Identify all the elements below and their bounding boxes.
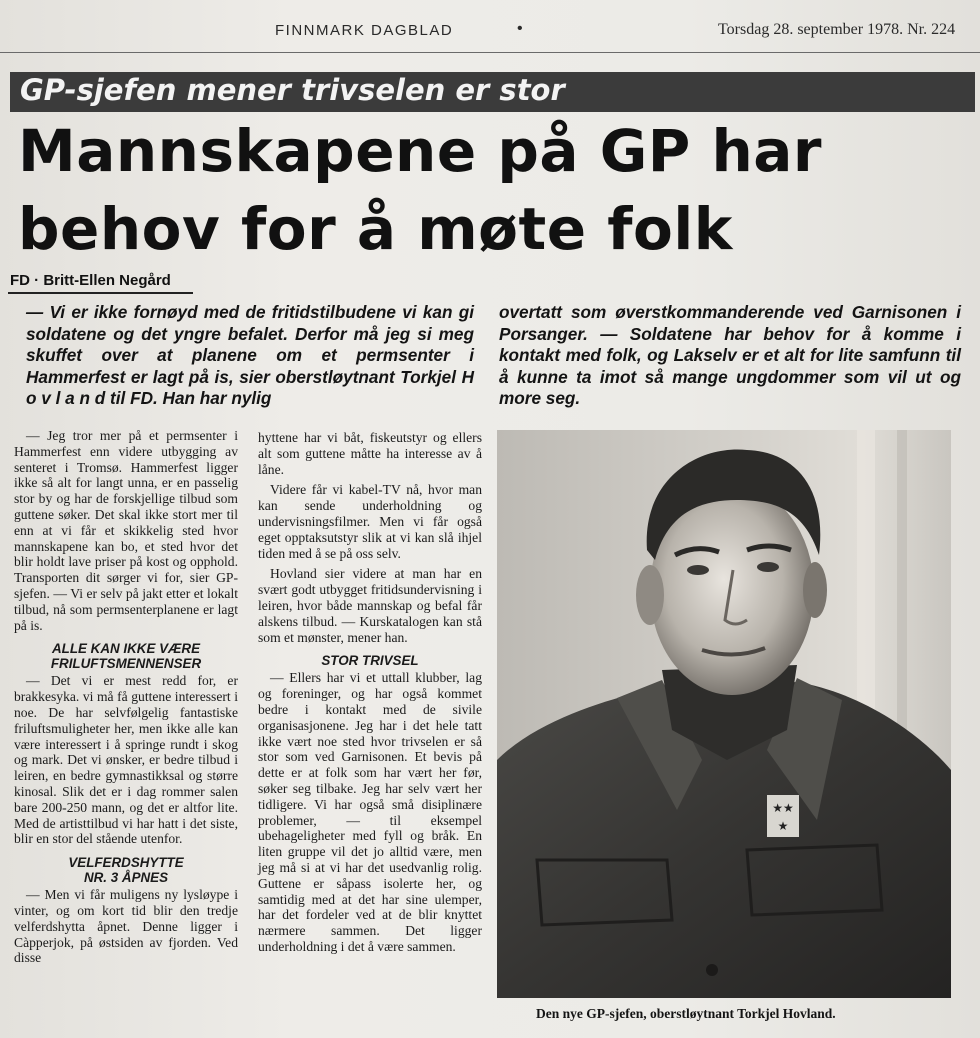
lead-paragraph-right: overtatt som øverstkommanderende ved Garnisonen i Porsanger. — Soldatene har behov for å komme i kontakt med folk, og Lakselv er et alt for lite samfunn til å kunne ta imot så mange ungdommer som vil ut og more seg. <box>499 302 961 409</box>
headline <box>18 112 978 268</box>
body-paragraph: — Men vi får muligens ny lysløype i vinter, og om kort tid blir den tredje velferdshytta åpnet. Denne ligger i Càpperjok, på østsiden av fjorden. Ved disse <box>14 887 238 966</box>
body-paragraph: — Det vi er mest redd for, er brakkesyka. vi må få guttene interessert i noe. De har selvfølgelig fantastiske friluftsmuligheter her, men ikke alle kan være interessert i å springe rundt i skog og mark. Det vi ønsker, er bedre tilbud i leiren, en bedre gymnastikksal og større kinosal. Slik det er i dag rommer salen bare 200-250 mann, og det er altfor lite. Med de artisttilbud vi har hatt i det siste, blir en stor del stående utenfor. <box>14 673 238 847</box>
subheading: STOR TRIVSEL <box>321 653 419 669</box>
newspaper-name: FINNMARK DAGBLAD <box>275 22 454 39</box>
body-paragraph: — Ellers har vi et uttall klubber, lag og foreninger, og har også kommet bedre i kontakt med de sivile organisasjonene. Jeg har i det hele tatt ikke vært noe sted hvor trivselen er så stor som ved Garnisonen. Et bevis på dette er at folk som har vært her før, søker seg tilbake. Jeg har selv vært her tidligere. Vi har også små disiplinære problemer, — til eksempel ubehageligheter med fyll og bråk. En liten gruppe vil det jo alltid være, men jeg må si at vi har det usedvanlig rolig. Guttene er såpass isolerte her, og samtidig med at det har sine ulemper, har det fordeler ved at de blir knyttet nærmere sammen. Det ligger underholdning i det å være sammen. <box>258 670 482 954</box>
subheading-line: NR. 3 ÅPNES <box>83 870 169 886</box>
byline: FD · Britt-Ellen Negård <box>10 272 171 289</box>
body-column-1 <box>14 428 238 971</box>
byline-rule <box>8 292 193 294</box>
subheading <box>14 855 238 885</box>
body-paragraph: Hovland sier videre at man har en svært godt utbygget fritidsundervisning i leiren, hvor både mannskap og befal får alskens tilbud. — Kurskatalogen kan stå som et mønster, mener han. <box>258 566 482 645</box>
subheading <box>14 641 238 671</box>
issue-date: Torsdag 28. september 1978. Nr. 224 <box>718 21 956 38</box>
subheading-line: ALLE KAN IKKE VÆRE <box>51 641 201 657</box>
photo-caption: Den nye GP-sjefen, oberstløytnant Torkjel Hovland. <box>536 1006 836 1021</box>
body-paragraph: — Jeg tror mer på et permsenter i Hammerfest enn videre utbygging av senteret i Tromsø. Hammerfest ligger ikke så alt for langt unna, er en passelig stor by og har de forskjellige tilbud som guttene søker. Det skal ikke stort mer til enn at vi får et skikkelig sted hvor mannskapene kan bo, et sted hvor det blir holdt lave priser på kost og opphold. Transporten dit sørger vi for, sier GP-sjefen. — Vi er selv på jakt etter et lokalt tilbud, nå som permsenterplanene er lagt på is. <box>14 428 238 633</box>
portrait-illustration <box>497 430 951 998</box>
kicker: GP-sjefen mener trivselen er stor <box>20 73 565 107</box>
portrait-photo <box>497 430 951 998</box>
svg-text:★★: ★★ <box>772 801 794 815</box>
masthead <box>0 18 980 48</box>
svg-text:★: ★ <box>777 819 789 833</box>
masthead-rule <box>0 52 980 53</box>
headline-line-1: Mannskapene på GP har <box>18 117 823 185</box>
subheading-line: VELFERDSHYTTE <box>68 855 184 871</box>
lead-paragraph-left: — Vi er ikke fornøyd med de fritidstilbudene vi kan gi soldatene og det yngre befalet. Derfor må jeg si meg skuffet over at planene om et permsenter i Hammerfest er lagt på is, sier oberstløytnant Torkjel H o v l a n d til FD. Han har nylig <box>26 302 474 409</box>
masthead-separator: • <box>517 20 523 37</box>
body-column-2 <box>258 430 482 960</box>
headline-line-2: behov for å møte folk <box>18 195 733 263</box>
body-paragraph: Videre får vi kabel-TV nå, hvor man kan sende underholdning og undervisningsfilmer. Men vi får også eget opptaksutstyr slik at vi kan slå ihjel tiden med å se på oss selv. <box>258 482 482 561</box>
body-paragraph: hyttene har vi båt, fiskeutstyr og ellers alt som guttene måtte ha interesse av å låne. <box>258 430 482 477</box>
subheading-line: FRILUFTSMENNENSER <box>50 656 202 672</box>
